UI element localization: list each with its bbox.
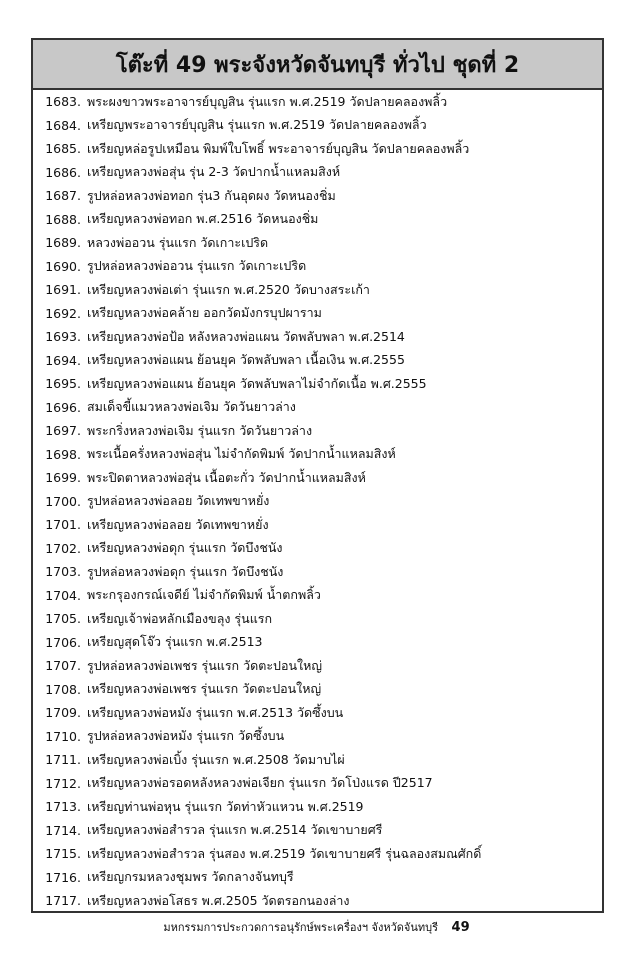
list-item [33,584,602,608]
table-title: โต๊ะที่ 49 พระจังหวัดจันทบุรี ทั่วไป ชุดที่ 2 [33,40,602,90]
item-number: 1695. [45,376,81,392]
item-number: 1698. [45,446,81,462]
list-item [33,325,602,349]
list-item [33,419,602,443]
item-text: พระกริ่งหลวงพ่อเจิม รุ่นแรก วัดวันยาวล่าง [87,422,313,438]
item-text: เหรียญพระอาจารย์บุญสิน รุ่นแรก พ.ศ.2519 วัดปลายคลองพลิ้ว [87,117,427,133]
item-number: 1703. [45,564,81,580]
item-number: 1707. [45,658,81,674]
list-item [33,889,602,913]
list-item [33,842,602,866]
page-footer [0,918,633,936]
item-text: พระกรุองกรณ์เจดีย์ ไม่จำกัดพิมพ์ น้ำตกพลิ้ว [87,587,321,603]
list-item [33,278,602,302]
list-item [33,184,602,208]
list-item [33,443,602,467]
item-text: เหรียญหลวงพ่อเพชร รุ่นแรก วัดตะปอนใหญ่ [87,681,322,697]
item-text: เหรียญหลวงพ่อเต่า รุ่นแรก พ.ศ.2520 วัดบางสระเก้า [87,281,370,297]
item-text: รูปหล่อหลวงพ่อหมัง รุ่นแรก วัดซึ้งบน [87,728,285,744]
list-item [33,537,602,561]
list-item [33,90,602,114]
list-item [33,819,602,843]
list-item [33,701,602,725]
item-number: 1687. [45,188,81,204]
item-text: พระปิดตาหลวงพ่อสุ่น เนื้อตะกั่ว วัดปากน้ำแหลมสิงห์ [87,469,366,485]
item-text: เหรียญหลวงพ่อลอย วัดเทพขาหยั่ง [87,516,269,532]
item-text: เหรียญหลวงพ่อคล้าย ออกวัดมังกรบุปผาราม [87,305,322,321]
item-number: 1684. [45,117,81,133]
list-item [33,772,602,796]
item-text: เหรียญหลวงพ่อเบิ้ง รุ่นแรก พ.ศ.2508 วัดมาบไผ่ [87,751,345,767]
item-text: รูปหล่อหลวงพ่อดุก รุ่นแรก วัดบึงชนัง [87,563,284,579]
item-number: 1690. [45,258,81,274]
item-text: พระเนื้อครั่งหลวงพ่อสุ่น ไม่จำกัดพิมพ์ วัดปากน้ำแหลมสิงห์ [87,446,396,462]
item-text: หลวงพ่ออวน รุ่นแรก วัดเกาะเปริด [87,234,269,250]
list-item [33,607,602,631]
item-number: 1689. [45,235,81,251]
item-number: 1685. [45,141,81,157]
item-text: เหรียญหลวงพ่อป้อ หลังหลวงพ่อแผน วัดพลับพลา พ.ศ.2514 [87,328,405,344]
item-number: 1697. [45,423,81,439]
list-item [33,678,602,702]
item-number: 1716. [45,869,81,885]
page-number: 49 [451,920,470,935]
list-item [33,231,602,255]
list-item [33,490,602,514]
list-item [33,349,602,373]
item-text: เหรียญหลวงพ่อสำรวล รุ่นแรก พ.ศ.2514 วัดเขาบายศรี [87,822,383,838]
item-text: รูปหล่อหลวงพ่ออวน รุ่นแรก วัดเกาะเปริด [87,258,307,274]
item-number: 1715. [45,846,81,862]
item-number: 1705. [45,611,81,627]
item-text: เหรียญหลวงพ่อโสธร พ.ศ.2505 วัดตรอกนองล่าง [87,892,350,908]
item-number: 1701. [45,517,81,533]
item-number: 1693. [45,329,81,345]
footer-text: มหกรรมการประกวดการอนุรักษ์พระเครื่องฯ จังหวัดจันทบุรี [163,921,439,934]
item-text: เหรียญหลวงพ่อหมัง รุ่นแรก พ.ศ.2513 วัดซึ้งบน [87,704,344,720]
item-text: เหรียญหลวงพ่อทอก พ.ศ.2516 วัดหนองชิ่ม [87,211,319,227]
list-item [33,631,602,655]
item-text: เหรียญหลวงพ่อดุก รุ่นแรก วัดบึงชนัง [87,540,283,556]
item-list [33,90,602,913]
item-number: 1686. [45,164,81,180]
item-number: 1713. [45,799,81,815]
item-text: เหรียญเจ้าพ่อหลักเมืองขลุง รุ่นแรก [87,610,273,626]
item-number: 1704. [45,587,81,603]
item-number: 1706. [45,634,81,650]
list-item [33,866,602,890]
catalog-frame [31,38,604,913]
item-number: 1710. [45,728,81,744]
item-number: 1709. [45,705,81,721]
item-text: พระผงขาวพระอาจารย์บุญสิน รุ่นแรก พ.ศ.2519 วัดปลายคลองพลิ้ว [87,93,448,109]
item-text: เหรียญหลวงพ่อสุ่น รุ่น 2-3 วัดปากน้ำแหลมสิงห์ [87,164,341,180]
item-text: เหรียญท่านพ่อหุน รุ่นแรก วัดท่าหัวแหวน พ.ศ.2519 [87,798,364,814]
item-number: 1691. [45,282,81,298]
item-text: รูปหล่อหลวงพ่อทอก รุ่น3 กันอุดผง วัดหนองชิ่ม [87,187,336,203]
item-text: สมเด็จขี้แมวหลวงพ่อเจิม วัดวันยาวล่าง [87,399,296,415]
list-item [33,137,602,161]
list-item [33,748,602,772]
list-item [33,396,602,420]
item-text: เหรียญหลวงพ่อแผน ย้อนยุค วัดพลับพลาไม่จำกัดเนื้อ พ.ศ.2555 [87,375,427,391]
list-item [33,654,602,678]
list-item [33,161,602,185]
item-number: 1711. [45,752,81,768]
list-item [33,725,602,749]
item-number: 1696. [45,399,81,415]
item-number: 1708. [45,681,81,697]
list-item [33,372,602,396]
list-item [33,560,602,584]
list-item [33,255,602,279]
item-text: รูปหล่อหลวงพ่อลอย วัดเทพขาหยั่ง [87,493,270,509]
list-item [33,302,602,326]
item-text: เหรียญสุดโจ๊ว รุ่นแรก พ.ศ.2513 [87,634,263,650]
item-number: 1717. [45,893,81,909]
list-item [33,466,602,490]
item-number: 1699. [45,470,81,486]
item-text: เหรียญหล่อรูปเหมือน พิมพ์ใบโพธิ์ พระอาจารย์บุญสิน วัดปลายคลองพลิ้ว [87,140,470,156]
item-text: รูปหล่อหลวงพ่อเพชร รุ่นแรก วัดตะปอนใหญ่ [87,657,323,673]
item-number: 1714. [45,822,81,838]
item-number: 1712. [45,775,81,791]
list-item [33,208,602,232]
list-item [33,114,602,138]
list-item [33,513,602,537]
item-number: 1702. [45,540,81,556]
item-number: 1683. [45,94,81,110]
item-number: 1688. [45,211,81,227]
item-number: 1694. [45,352,81,368]
item-text: เหรียญกรมหลวงชุมพร วัดกลางจันทบุรี [87,869,294,885]
item-text: เหรียญหลวงพ่อรอดหลังหลวงพ่อเจียก รุ่นแรก วัดโป่งแรด ปี2517 [87,775,433,791]
item-number: 1692. [45,305,81,321]
item-number: 1700. [45,493,81,509]
list-item [33,795,602,819]
item-text: เหรียญหลวงพ่อสำรวล รุ่นสอง พ.ศ.2519 วัดเขาบายศรี รุ่นฉลองสมณศักดิ์ [87,845,482,861]
item-text: เหรียญหลวงพ่อแผน ย้อนยุค วัดพลับพลา เนื้อเงิน พ.ศ.2555 [87,352,405,368]
